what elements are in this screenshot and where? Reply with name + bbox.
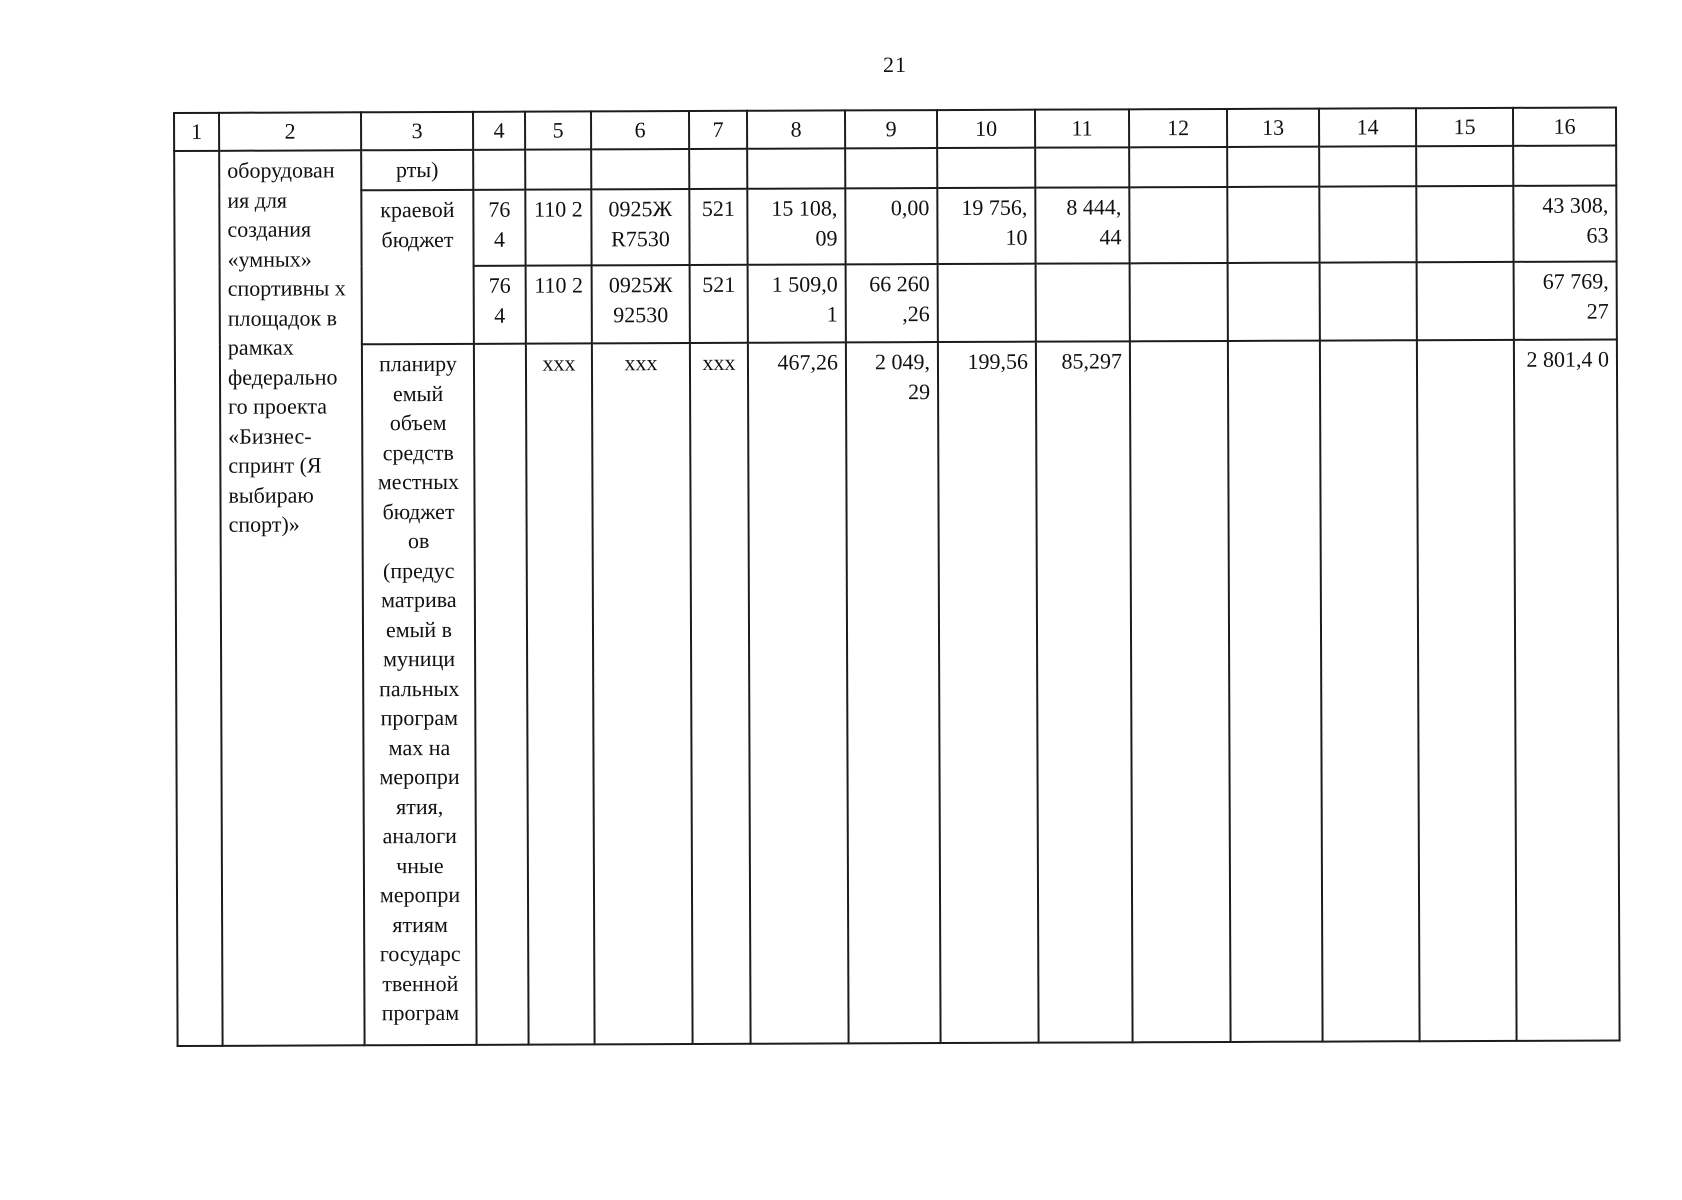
header-row <box>174 107 1616 151</box>
table-cell <box>937 148 1035 188</box>
table-cell <box>1320 262 1417 340</box>
table-cell <box>689 149 747 189</box>
table-cell: 85,297 <box>1036 341 1133 1042</box>
table-cell <box>1227 147 1319 187</box>
table-cell <box>1228 263 1320 341</box>
table-cell <box>938 264 1036 342</box>
table-cell <box>1319 146 1416 186</box>
header-cell: 14 <box>1319 108 1416 146</box>
page-number: 21 <box>883 52 907 77</box>
header-cell: 12 <box>1129 109 1227 147</box>
table-cell: 0925Ж 92530 <box>592 265 690 343</box>
budget-table <box>173 106 1621 1047</box>
table-cell: 1 509,0 1 <box>748 264 846 342</box>
table-cell: ххх <box>526 343 595 1044</box>
header-cell: 13 <box>1227 109 1319 147</box>
table-cell: 19 756, 10 <box>937 188 1035 264</box>
table-cell <box>845 148 937 188</box>
table-cell: 467,26 <box>748 342 849 1043</box>
header-cell: 8 <box>747 110 845 148</box>
table-row <box>175 339 1620 1046</box>
table-cell: 521 <box>689 189 747 265</box>
table-cell <box>474 344 529 1045</box>
table-cell <box>1035 147 1129 187</box>
header-cell: 7 <box>689 111 747 149</box>
header-cell: 2 <box>219 112 361 151</box>
header-cell: 3 <box>361 112 473 150</box>
table-cell: ххх <box>690 343 751 1044</box>
source-cell: планиру емый объем средств местных бюджет ов (предус матрива емый в муници пальных програм мах на меропри ятия, аналоги чные меропри ятиям государс твенной програм <box>362 344 477 1045</box>
header-cell: 15 <box>1416 108 1513 146</box>
table-cell <box>747 148 845 188</box>
table-cell: 199,56 <box>938 342 1039 1043</box>
table-cell: 8 444, 44 <box>1035 187 1129 263</box>
table-cell: 2 049, 29 <box>846 342 941 1043</box>
table-cell <box>1129 187 1227 263</box>
header-cell: 11 <box>1035 109 1129 147</box>
table-cell <box>1129 147 1227 187</box>
table-cell: 66 260 ,26 <box>846 264 938 342</box>
table-row <box>174 185 1616 267</box>
table-cell <box>1513 145 1616 185</box>
table-cell <box>1416 146 1513 186</box>
table-cell <box>1227 187 1319 263</box>
table-cell: 76 4 <box>473 190 525 266</box>
table-cell: 110 2 <box>526 265 592 343</box>
table-cell <box>1130 341 1231 1042</box>
table-cell: ххх <box>592 343 693 1044</box>
table-cell <box>473 150 525 190</box>
table-cell <box>1319 186 1416 262</box>
table-cell: 67 769, 27 <box>1514 261 1617 339</box>
event-name-cell: оборудован ия для создания «умных» спортивны х площадок в рамках федерально го проекта «Бизнес- спринт (Я выбираю спорт)» <box>219 150 364 1046</box>
header-cell: 6 <box>591 111 689 149</box>
row-number-cell <box>174 151 222 1046</box>
header-cell: 9 <box>845 110 937 148</box>
table-cell <box>1320 340 1420 1041</box>
header-cell: 4 <box>473 112 525 150</box>
table-row <box>174 145 1616 191</box>
table-cell: 0925Ж R7530 <box>591 189 689 265</box>
table-cell <box>591 149 689 189</box>
table-cell: 15 108, 09 <box>747 188 845 264</box>
table-cell <box>525 149 591 189</box>
table-cell <box>1130 263 1228 341</box>
table-cell <box>1417 340 1517 1041</box>
header-cell: 10 <box>937 110 1035 148</box>
table-cell: 110 2 <box>525 189 591 265</box>
header-cell: 5 <box>525 111 591 149</box>
table-cell <box>1416 186 1513 262</box>
table-cell: 0,00 <box>845 188 937 264</box>
header-cell: 16 <box>1513 107 1616 145</box>
table-cell <box>1228 341 1323 1042</box>
table-cell: 76 4 <box>474 266 526 344</box>
source-cell: краевой бюджет <box>361 190 474 344</box>
table-cell: 43 308, 63 <box>1513 185 1616 261</box>
source-cell: рты) <box>361 150 473 190</box>
header-cell: 1 <box>174 113 219 151</box>
table-cell <box>1417 262 1514 340</box>
table-cell: 521 <box>690 265 748 343</box>
table-cell: 2 801,4 0 <box>1514 339 1620 1040</box>
table-cell <box>1036 263 1130 341</box>
